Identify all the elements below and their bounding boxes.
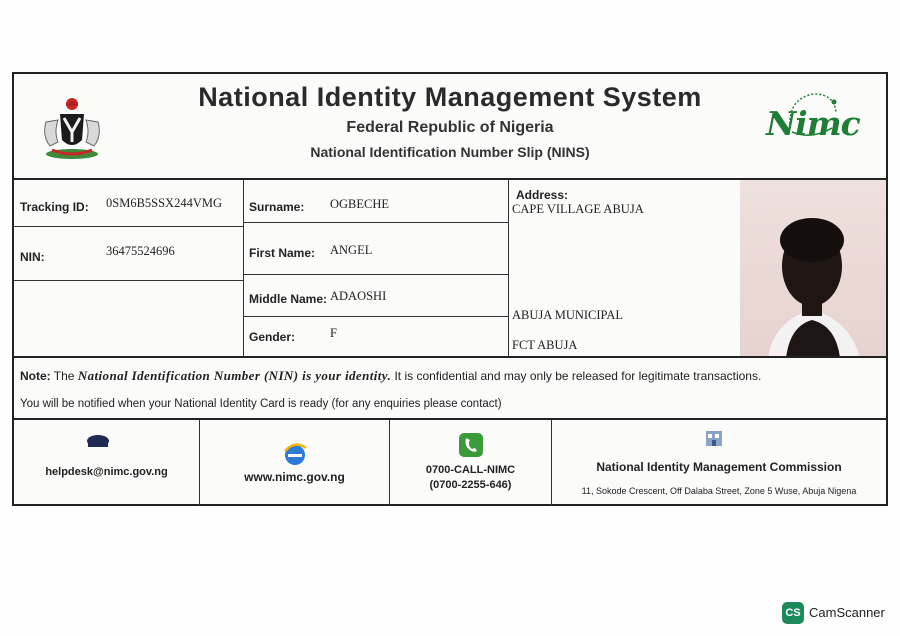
grid-divider [14,280,243,281]
nimc-logo [762,88,866,160]
nin-slip [12,72,888,506]
grid-divider [14,226,243,227]
nin-value: 36475524696 [106,244,175,258]
grid-divider [243,180,244,358]
address-label: Address: [516,188,569,202]
gender-label: Gender: [249,330,296,344]
nimc-logo-text: Nimc [766,104,860,143]
building-icon [704,428,724,448]
first-name-value: ANGEL [330,243,373,257]
tracking-id-label: Tracking ID: [20,200,89,214]
grid-divider [243,274,508,275]
footer-email-cell [14,420,200,506]
internet-explorer-icon [282,442,308,468]
tracking-id-value: 0SM6B5SSX244VMG [106,196,223,210]
note-prefix: The [53,369,75,383]
portrait-image [740,180,886,358]
slip-type: National Identification Number Slip (NINS) [310,144,590,160]
note-line1 [20,368,761,384]
note-emphasis: National Identification Number (NIN) is your identity. [77,368,392,383]
address-line2: ABUJA MUNICIPAL [512,308,624,322]
middle-name-value: ADAOSHI [330,289,387,303]
grid-divider [243,316,508,317]
note-rest: It is confidential and may only be released for legitimate transactions. [394,369,762,383]
details-grid [14,178,886,358]
email-icon [86,432,110,448]
grid-divider [243,222,508,223]
surname-label: Surname: [249,200,305,214]
phone-number-text[interactable]: 0700-CALL-NIMC [425,464,516,476]
footer-address-cell [552,420,886,506]
grid-divider [508,180,509,358]
slip-header [14,74,886,178]
first-name-label: First Name: [249,246,316,260]
camscanner-text: CamScanner [809,605,885,620]
camscanner-logo-icon: CS [782,602,804,624]
phone-icon [458,432,484,458]
gender-value: F [330,326,337,340]
phone-number-digits[interactable]: (0700-2255-646) [429,479,512,491]
middle-name-label: Middle Name: [249,292,328,306]
footer-website-cell [200,420,390,506]
holder-photo [740,180,886,358]
note-section [14,356,886,420]
surname-value: OGBECHE [330,197,390,211]
footer-phone-cell [390,420,552,506]
website-link[interactable]: www.nimc.gov.ng [244,470,345,484]
note-label: Note: [20,369,51,383]
slip-title: National Identity Management System [198,82,702,112]
camscanner-watermark [782,602,892,626]
contact-footer [14,418,886,506]
nin-label: NIN: [20,250,45,264]
note-line2: You will be notified when your National Identity Card is ready (for any enquiries please contact) [20,398,502,410]
commission-name: National Identity Management Commission [596,460,842,474]
address-line3: FCT ABUJA [512,338,578,352]
country-name: Federal Republic of Nigeria [346,119,554,136]
commission-address: 11, Sokode Crescent, Off Dalaba Street, Zone 5 Wuse, Abuja Nigena [581,486,857,496]
helpdesk-email[interactable]: helpdesk@nimc.gov.ng [45,466,168,478]
address-line1: CAPE VILLAGE ABUJA [512,202,644,216]
